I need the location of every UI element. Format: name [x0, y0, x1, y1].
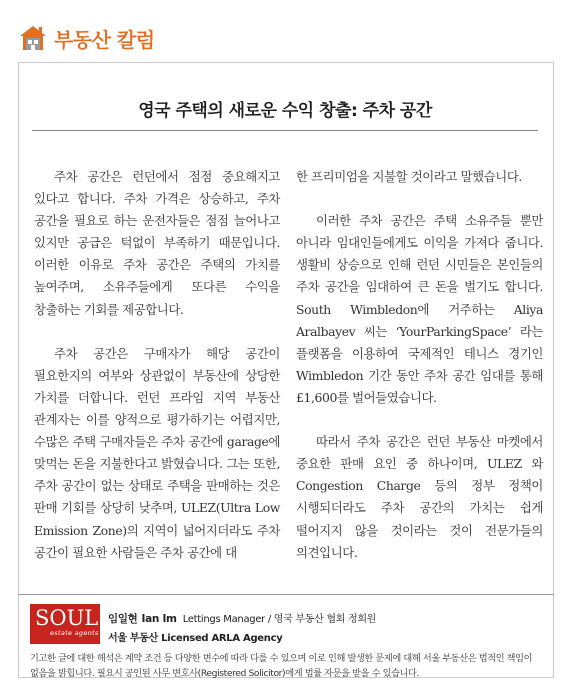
- logo-subtext: estate agents: [50, 629, 99, 637]
- paragraph: 따라서 주차 공간은 런던 부동산 마켓에서 중요한 판매 요인 중 하나이며, ULEZ 와 Congestion Charge 등의 정부 정책이 시행되더라도 주차 공간의 가치는 쉽게 떨어지지 않을 것이라는 것이 전문가들의 의견입니다.: [296, 434, 543, 560]
- section-header: [18, 18, 155, 58]
- author-line: [108, 610, 376, 626]
- paragraph: 주차 공간은 런던에서 점점 중요해지고 있다고 합니다. 주차 가격은 상승하고, 주차 공간을 필요로 하는 운전자들은 점점 늘어나고 있지만 공급은 턱없이 부족하기 때문입니다. 이러한 이유로 주차 공간은 주택의 가치를 높여주며, 소유주들에게 또다른 수익을 창출하는 기회를 제공합니다.: [34, 169, 280, 317]
- column-right: [296, 166, 543, 586]
- house-icon: [18, 23, 48, 53]
- paragraph: 이러한 주차 공간은 주택 소유주들 뿐만 아니라 임대인들에게도 이익을 가져다 줍니다. 생활비 상승으로 인해 런던 시민들은 본인들의 주차 공간을 임대하여 큰 돈을 벌기도 합니다. South Wimbledon에 거주하는 Aliya Aralbayev 씨는 ‘YourParkingSpace’ 라는 플랫폼을 이용하여 국제적인 테니스 경기인 Wimbledon 기간 동안 주차 공간 임대를 통해 £1,600를 벌어들였습니다.: [296, 213, 543, 405]
- column-left: [34, 166, 280, 586]
- footer-divider: [18, 594, 554, 595]
- paragraph: 한 프리미엄을 지불할 것이라고 말했습니다.: [296, 169, 522, 184]
- article-title: 영국 주택의 새로운 수익 창출: 주차 공간: [138, 101, 432, 121]
- section-label: 부동산 칼럼: [54, 27, 155, 52]
- author-role: Lettings Manager / 영국 부동산 협회 정회원: [182, 614, 377, 625]
- title-divider: [32, 130, 538, 131]
- paragraph: 주차 공간은 구매자가 해당 공간이 필요한지의 여부와 상관없이 부동산에 상당한 가치를 더합니다. 런던 프라임 지역 부동산 관계자는 이를 양적으로 평가하기는 어렵지만, 수많은 주택 구매자들은 주차 공간에 garage에 맞먹는 돈을 지불한다고 밝혔습니다. 그는 또한, 주차 공간이 없는 상태로 주택을 판매하는 것은 판매 기회를 상당히 낮추며, ULEZ(Ultra Low Emission Zone)의 지역이 넓어지더라도 주차 공간이 필요한 사람들은 주차 공간에 대: [34, 345, 280, 560]
- disclaimer: 기고한 글에 대한 해석은 계약 조건 등 다양한 변수에 따라 다를 수 있으며 이로 인해 발생한 문제에 대해 서울 부동산은 법적인 책임이 없음을 밝힙니다. 필요시 공인된 사무 변호사(Registered Solicitor)에게 법률 자문을 받을 수 있습니다.: [30, 653, 533, 679]
- logo-text: SOUL: [35, 606, 99, 630]
- author-name-en: Ian Im: [141, 613, 177, 625]
- soul-logo: [30, 604, 100, 644]
- author-name-kr: 임일현: [108, 613, 138, 625]
- agency-name: 서울 부동산 Licensed ARLA Agency: [108, 633, 283, 644]
